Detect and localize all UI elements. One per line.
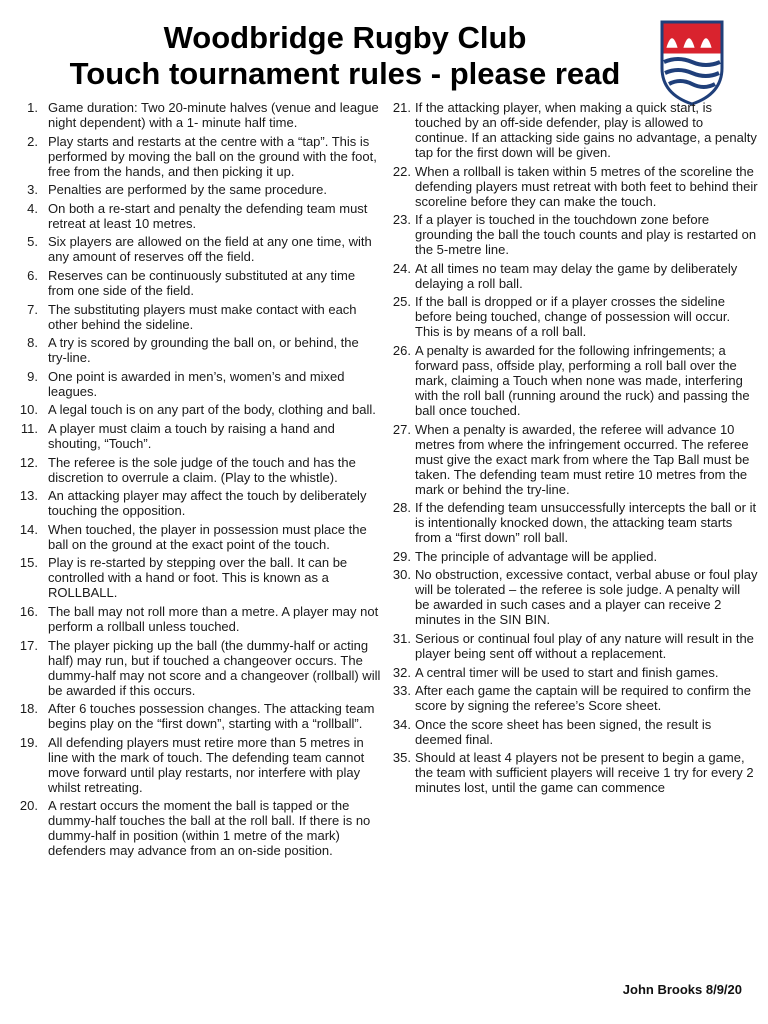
rule-number: 23. bbox=[392, 212, 411, 228]
rule-text: An attacking player may affect the touch by deliberately touching the opposition. bbox=[48, 488, 367, 519]
rule-item bbox=[16, 555, 381, 600]
rule-item bbox=[16, 522, 381, 552]
rule-text: When a penalty is awarded, the referee will advance 10 metres from where the infringement occurred. The referee must give the exact mark from where the Tap Ball must be taken. The defending team must retire 10 metres from the mark or behind the try-line. bbox=[415, 421, 750, 497]
rule-number: 21. bbox=[392, 100, 411, 115]
rule-text: If the ball is dropped or if a player crosses the sideline before being touched, change of possession will occur. This is by means of a roll ball. bbox=[415, 294, 731, 340]
rule-text: The ball may not roll more than a metre. A player may not perform a rollball unless touched. bbox=[48, 603, 379, 634]
rule-item bbox=[391, 294, 758, 339]
rule-text: When a rollball is taken within 5 metres of the scoreline the defending players must retreat with both feet to behind their scoreline before they can make the touch. bbox=[415, 163, 758, 209]
rule-text: A restart occurs the moment the ball is tapped or the dummy-half touches the ball at the roll ball. If there is no dummy-half in position (within 1 metre of the mark) defenders may advance from an on-side position. bbox=[48, 798, 371, 859]
rule-number: 11. bbox=[20, 420, 38, 436]
rule-number: 35. bbox=[392, 750, 411, 766]
rule-item bbox=[16, 488, 381, 518]
rule-text: If a player is touched in the touchdown zone before grounding the ball the touch counts and play is restarted on the 5-metre line. bbox=[415, 212, 757, 258]
rule-number: 3. bbox=[27, 182, 38, 198]
rule-item bbox=[391, 665, 758, 680]
author-signature: John Brooks 8/9/20 bbox=[622, 982, 742, 997]
rule-text: At all times no team may delay the game by deliberately delaying a roll ball. bbox=[415, 260, 738, 291]
rule-number: 1. bbox=[27, 100, 38, 115]
rule-text: Once the score sheet has been signed, the result is deemed final. bbox=[415, 716, 712, 747]
rule-text: The referee is the sole judge of the touch and has the discretion to overrule a claim. (Play to the whistle). bbox=[48, 454, 356, 485]
rule-text: Serious or continual foul play of any nature will result in the player being sent off without a replacement. bbox=[415, 630, 754, 661]
rule-number: 33. bbox=[392, 683, 411, 699]
rule-text: If the defending team unsuccessfully intercepts the ball or it is intentionally knocked down, the attacking team starts from a “first down” roll ball. bbox=[415, 500, 757, 546]
rule-number: 17. bbox=[19, 637, 38, 653]
rule-number: 28. bbox=[392, 500, 411, 516]
rule-text: One point is awarded in men’s, women’s and mixed leagues. bbox=[48, 368, 345, 399]
rule-item bbox=[391, 164, 758, 209]
rule-item bbox=[16, 604, 381, 634]
rule-item bbox=[391, 717, 758, 747]
rule-number: 13. bbox=[19, 488, 38, 504]
rule-number: 27. bbox=[392, 421, 411, 437]
rule-item bbox=[391, 500, 758, 545]
rule-item bbox=[16, 268, 381, 298]
rule-item bbox=[16, 455, 381, 485]
rule-text: The principle of advantage will be applied. bbox=[415, 548, 658, 564]
rule-item bbox=[391, 631, 758, 661]
page-header bbox=[0, 20, 690, 92]
rule-item bbox=[391, 567, 758, 627]
rule-text: Game duration: Two 20-minute halves (venue and league night dependent) with a 1- minute half time. bbox=[48, 100, 379, 130]
rule-number: 10. bbox=[19, 402, 38, 418]
rule-number: 34. bbox=[392, 716, 411, 732]
rule-text: A player must claim a touch by raising a hand and shouting, “Touch”. bbox=[48, 420, 335, 451]
rule-item bbox=[391, 212, 758, 257]
rule-number: 24. bbox=[392, 260, 411, 276]
rule-number: 20. bbox=[19, 798, 38, 814]
rule-text: Reserves can be continuously substituted at any time from one side of the field. bbox=[48, 267, 356, 298]
rule-text: A legal touch is on any part of the body, clothing and ball. bbox=[48, 402, 376, 418]
rule-item bbox=[16, 335, 381, 365]
rule-number: 26. bbox=[392, 342, 411, 358]
rule-text: Six players are allowed on the field at any one time, with any amount of reserves off the field. bbox=[48, 234, 372, 265]
rule-item bbox=[391, 422, 758, 497]
rule-number: 12. bbox=[19, 454, 38, 470]
rule-item bbox=[391, 261, 758, 291]
rule-number: 14. bbox=[19, 521, 38, 537]
rule-text: When touched, the player in possession must place the ball on the ground at the exact point of the touch. bbox=[48, 521, 367, 552]
rule-number: 25. bbox=[392, 294, 411, 310]
rule-item bbox=[16, 201, 381, 231]
rule-text: The player picking up the ball (the dummy-half or acting half) may run, but if touched a changeover occurs. The dummy-half may not score and a changeover (rollball) will be awarded if this occurs. bbox=[48, 637, 381, 698]
rule-text: If the attacking player, when making a quick start, is touched by an off-side defender, play is allowed to continue. If an attacking side gains no advantage, a penalty tap for the first down will be given. bbox=[415, 100, 757, 160]
rule-text: Play is re-started by stepping over the ball. It can be controlled with a hand or foot. This is known as a ROLLBALL. bbox=[48, 555, 348, 601]
rule-number: 32. bbox=[392, 664, 411, 680]
rule-number: 6. bbox=[27, 267, 38, 283]
rule-item bbox=[16, 402, 381, 417]
rule-number: 18. bbox=[19, 701, 38, 717]
rule-text: All defending players must retire more than 5 metres in line with the mark of touch. The defending team cannot move forward until play restarts, nor interfere with play whilst retreating. bbox=[48, 734, 365, 795]
rule-text: After each game the captain will be required to confirm the score by signing the referee’s Score sheet. bbox=[415, 683, 752, 714]
rule-item bbox=[16, 638, 381, 698]
rule-number: 31. bbox=[392, 630, 411, 646]
rule-number: 7. bbox=[27, 301, 38, 317]
rule-item bbox=[16, 134, 381, 179]
page-subtitle: Touch tournament rules - please read bbox=[69, 56, 621, 91]
rule-number: 5. bbox=[27, 234, 38, 250]
rule-number: 8. bbox=[27, 335, 38, 351]
rule-item bbox=[16, 369, 381, 399]
rules-column-left bbox=[16, 100, 381, 862]
rule-item bbox=[391, 549, 758, 564]
rule-text: A penalty is awarded for the following infringements; a forward pass, offside play, performing a roll ball over the mark, claiming a Touch when none was made, interfering with the roll ball (running around the ruck) and passing the ball once touched. bbox=[415, 342, 750, 418]
rule-item bbox=[391, 750, 758, 795]
rule-number: 22. bbox=[392, 163, 411, 179]
rule-text: Should at least 4 players not be present to begin a game, the team with sufficient players will receive 1 try for every 2 minutes lost, until the game can commence bbox=[415, 750, 754, 796]
rule-item bbox=[16, 100, 381, 130]
rule-number: 9. bbox=[27, 368, 38, 384]
rule-number: 15. bbox=[19, 555, 38, 571]
rule-item bbox=[16, 234, 381, 264]
rule-text: Play starts and restarts at the centre with a “tap”. This is performed by moving the ball on the ground with the foot, free from the hands, and then picking it up. bbox=[48, 133, 377, 179]
rules-column-right bbox=[391, 100, 758, 862]
rule-text: On both a re-start and penalty the defending team must retreat at least 10 metres. bbox=[48, 200, 368, 231]
club-crest-icon bbox=[660, 20, 724, 106]
rule-text: No obstruction, excessive contact, verbal abuse or foul play will be tolerated – the referee is sole judge. A penalty will be awarded in such cases and a player can receive 2 minutes in the SIN BIN. bbox=[415, 567, 758, 628]
rule-number: 2. bbox=[27, 133, 38, 149]
rule-number: 19. bbox=[19, 734, 38, 750]
rule-item bbox=[16, 798, 381, 858]
page-title: Woodbridge Rugby Club bbox=[163, 20, 527, 55]
rule-text: A try is scored by grounding the ball on, or behind, the try-line. bbox=[48, 335, 359, 366]
rule-item bbox=[391, 100, 758, 160]
rule-item bbox=[391, 343, 758, 418]
rule-number: 16. bbox=[19, 603, 38, 619]
rule-number: 29. bbox=[392, 548, 411, 564]
rule-item bbox=[16, 421, 381, 451]
rule-item bbox=[16, 735, 381, 795]
rule-item bbox=[391, 683, 758, 713]
rule-text: Penalties are performed by the same procedure. bbox=[48, 182, 327, 198]
rule-number: 30. bbox=[392, 567, 411, 583]
rule-text: The substituting players must make contact with each other behind the sideline. bbox=[48, 301, 357, 332]
rule-item bbox=[16, 182, 381, 197]
rule-item bbox=[16, 302, 381, 332]
rule-text: After 6 touches possession changes. The attacking team begins play on the “first down”, starting with a “rollball”. bbox=[48, 701, 375, 732]
rule-text: A central timer will be used to start and finish games. bbox=[415, 664, 719, 680]
rule-item bbox=[16, 701, 381, 731]
rule-number: 4. bbox=[27, 200, 38, 216]
